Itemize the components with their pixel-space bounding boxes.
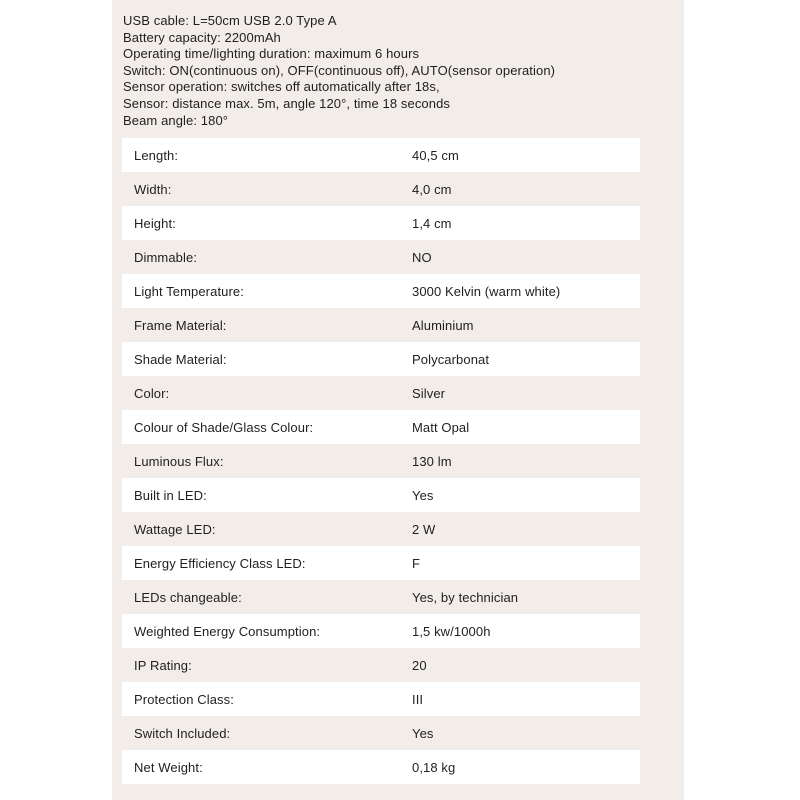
product-details-line: Sensor operation: switches off automatically after 18s, bbox=[123, 79, 440, 95]
table-row bbox=[122, 206, 640, 240]
table-row bbox=[122, 138, 640, 172]
spec-label: Height: bbox=[134, 215, 176, 231]
product-details-line: Operating time/lighting duration: maximum 6 hours bbox=[123, 46, 420, 62]
spec-value: 3000 Kelvin (warm white) bbox=[412, 283, 561, 299]
table-row bbox=[122, 172, 640, 206]
spec-label: Net Weight: bbox=[134, 759, 203, 775]
table-row bbox=[122, 376, 640, 410]
spec-label: Color: bbox=[134, 385, 170, 401]
spec-value: Aluminium bbox=[412, 317, 474, 333]
spec-label: Wattage LED: bbox=[134, 521, 216, 537]
product-details-line: Sensor: distance max. 5m, angle 120°, time 18 seconds bbox=[123, 95, 451, 111]
table-row bbox=[122, 308, 640, 342]
spec-value: Matt Opal bbox=[412, 419, 470, 435]
product-details-line: Switch: ON(continuous on), OFF(continuous off), AUTO(sensor operation) bbox=[123, 62, 556, 78]
spec-value: 1,4 cm bbox=[412, 215, 452, 231]
product-details-line: USB cable: L=50cm USB 2.0 Type A bbox=[123, 13, 337, 28]
spec-value: 1,5 kw/1000h bbox=[412, 623, 491, 639]
spec-label: Switch Included: bbox=[134, 725, 231, 741]
table-row bbox=[122, 614, 640, 648]
table-row bbox=[122, 444, 640, 478]
spec-label: Width: bbox=[134, 181, 172, 197]
spec-value: 40,5 cm bbox=[412, 147, 459, 163]
table-row bbox=[122, 716, 640, 750]
product-details-line: Beam angle: 180° bbox=[123, 112, 229, 128]
spec-table bbox=[122, 138, 640, 784]
spec-label: Built in LED: bbox=[134, 487, 207, 503]
table-row bbox=[122, 648, 640, 682]
spec-label: Light Temperature: bbox=[134, 283, 244, 299]
table-row bbox=[122, 274, 640, 308]
table-row bbox=[122, 478, 640, 512]
spec-label: Weighted Energy Consumption: bbox=[134, 623, 321, 639]
product-spec-panel bbox=[112, 0, 684, 800]
spec-label: Luminous Flux: bbox=[134, 453, 224, 469]
product-details-text bbox=[112, 0, 684, 129]
spec-value: F bbox=[412, 555, 421, 571]
table-row bbox=[122, 342, 640, 376]
spec-label: Frame Material: bbox=[134, 317, 227, 333]
spec-value: Yes, by technician bbox=[412, 589, 519, 605]
spec-label: Energy Efficiency Class LED: bbox=[134, 555, 306, 571]
spec-value: 0,18 kg bbox=[412, 759, 456, 775]
spec-label: LEDs changeable: bbox=[134, 589, 242, 605]
table-row bbox=[122, 580, 640, 614]
table-row bbox=[122, 546, 640, 580]
spec-label: IP Rating: bbox=[134, 657, 192, 673]
spec-value: 4,0 cm bbox=[412, 181, 452, 197]
spec-value: Yes bbox=[412, 725, 434, 741]
table-row bbox=[122, 750, 640, 784]
spec-label: Colour of Shade/Glass Colour: bbox=[134, 419, 314, 435]
spec-value: 20 bbox=[412, 657, 427, 673]
spec-value: 130 lm bbox=[412, 453, 452, 469]
table-row bbox=[122, 240, 640, 274]
spec-label: Shade Material: bbox=[134, 351, 227, 367]
table-row bbox=[122, 682, 640, 716]
table-row bbox=[122, 512, 640, 546]
spec-value: Polycarbonat bbox=[412, 351, 490, 367]
spec-value: III bbox=[412, 691, 424, 707]
spec-value: Yes bbox=[412, 487, 434, 503]
spec-label: Length: bbox=[134, 147, 179, 163]
table-row bbox=[122, 410, 640, 444]
product-details-line: Battery capacity: 2200mAh bbox=[123, 29, 281, 45]
spec-label: Dimmable: bbox=[134, 249, 198, 265]
spec-value: NO bbox=[412, 249, 432, 265]
spec-label: Protection Class: bbox=[134, 691, 234, 707]
spec-value: Silver bbox=[412, 385, 446, 401]
spec-value: 2 W bbox=[412, 521, 436, 537]
